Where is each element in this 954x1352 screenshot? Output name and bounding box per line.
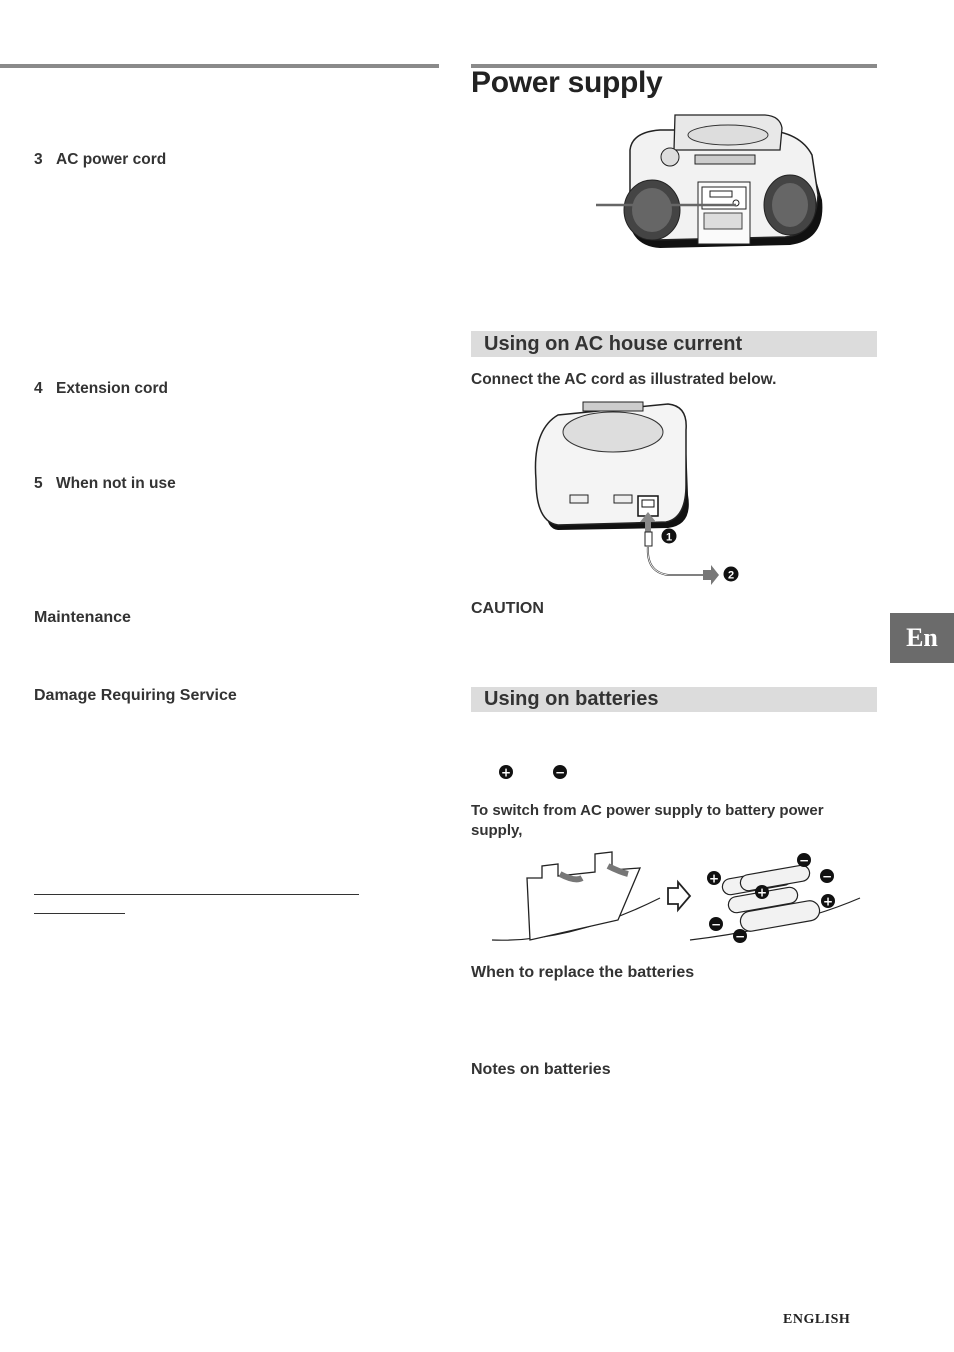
caution-heading: CAUTION <box>471 600 544 617</box>
switch-note: To switch from AC power supply to battery power supply, <box>471 802 824 839</box>
minus-icon: − <box>734 929 746 944</box>
ac-section-header <box>471 331 877 357</box>
item-label: When not in use <box>56 475 176 492</box>
polarity-symbols <box>498 763 578 781</box>
item-label: AC power cord <box>56 151 167 168</box>
ac-instruction: Connect the AC cord as illustrated below. <box>471 371 777 388</box>
damage-heading: Damage Requiring Service <box>34 687 237 704</box>
battery-compartment-illustration <box>490 848 865 948</box>
item-number: 3 <box>34 151 43 168</box>
ac-connection-illustration <box>528 400 748 590</box>
maintenance-heading: Maintenance <box>34 609 131 626</box>
plus-icon: + <box>708 871 720 886</box>
left-top-rule <box>0 64 439 68</box>
battery-section-title: Using on batteries <box>484 688 659 710</box>
battery-section-header <box>471 687 877 712</box>
minus-icon: − <box>554 765 566 780</box>
item-when-not-in-use <box>34 475 176 493</box>
page-title: Power supply <box>471 66 663 99</box>
minus-icon: − <box>798 853 810 868</box>
plus-icon: + <box>500 765 512 780</box>
underline-long <box>34 894 359 895</box>
item-label: Extension cord <box>56 380 168 397</box>
item-ac-power-cord <box>34 151 166 169</box>
item-number: 5 <box>34 475 43 492</box>
minus-icon: − <box>710 917 722 932</box>
item-number: 4 <box>34 380 43 397</box>
callout-2: 2 <box>727 569 735 582</box>
replace-batteries-heading: When to replace the batteries <box>471 964 695 981</box>
notes-batteries-heading: Notes on batteries <box>471 1061 611 1078</box>
plus-icon: + <box>756 885 768 900</box>
footer-language: ENGLISH <box>783 1312 851 1327</box>
item-extension-cord <box>34 380 168 398</box>
callout-1: 1 <box>665 531 673 544</box>
boombox-back-illustration <box>590 110 830 255</box>
plus-icon: + <box>822 894 834 909</box>
ac-section-title: Using on AC house current <box>484 333 743 355</box>
underline-short <box>34 913 125 914</box>
language-tab: En <box>890 613 954 663</box>
minus-icon: − <box>821 869 833 884</box>
